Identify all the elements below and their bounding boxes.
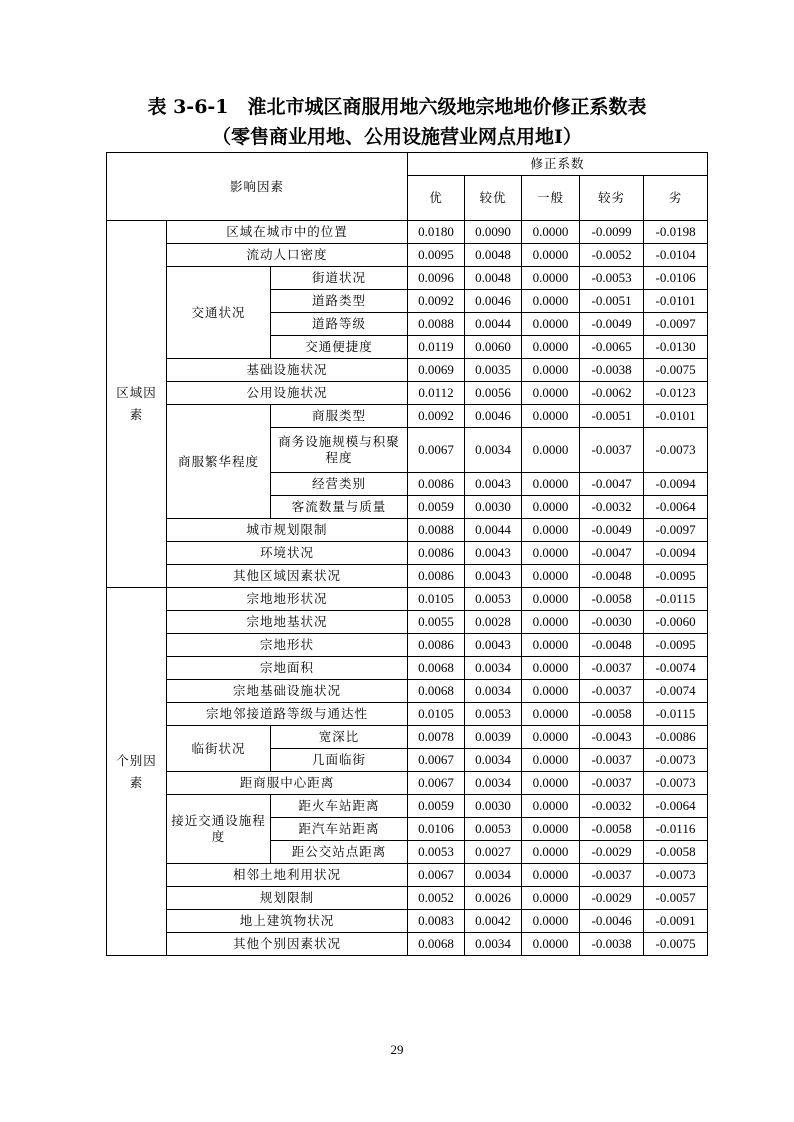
coefficient-value: 0.0028 xyxy=(465,611,522,634)
coefficient-value: 0.0078 xyxy=(408,726,465,749)
coefficient-value: 0.0000 xyxy=(522,336,580,359)
coefficient-value: 0.0000 xyxy=(522,267,580,290)
coefficient-value: 0.0000 xyxy=(522,473,580,496)
coefficient-value: 0.0090 xyxy=(465,221,522,244)
coefficient-value: -0.0073 xyxy=(644,864,708,887)
coefficient-value: 0.0000 xyxy=(522,703,580,726)
factor-label: 基础设施状况 xyxy=(167,359,408,382)
coefficient-value: 0.0034 xyxy=(465,680,522,703)
coefficient-value: -0.0037 xyxy=(580,657,644,680)
coefficient-value: 0.0042 xyxy=(465,910,522,933)
coefficient-value: 0.0000 xyxy=(522,818,580,841)
table-row xyxy=(107,565,708,588)
coefficient-value: -0.0029 xyxy=(580,887,644,910)
table-row xyxy=(107,588,708,611)
factor-label: 宗地面积 xyxy=(167,657,408,680)
coefficient-value: 0.0059 xyxy=(408,795,465,818)
coefficient-value: 0.0027 xyxy=(465,841,522,864)
coefficient-value: -0.0073 xyxy=(644,772,708,795)
table-row xyxy=(107,611,708,634)
coefficient-value: -0.0075 xyxy=(644,933,708,956)
factor-label: 地上建筑物状况 xyxy=(167,910,408,933)
factor-label: 宗地基础设施状况 xyxy=(167,680,408,703)
group-label: 个别因素 xyxy=(107,588,167,956)
table-row xyxy=(107,634,708,657)
group-label: 商服繁华程度 xyxy=(167,405,271,519)
coefficient-value: -0.0064 xyxy=(644,496,708,519)
coefficient-value: 0.0000 xyxy=(522,588,580,611)
factor-label: 公用设施状况 xyxy=(167,382,408,405)
coefficient-value: -0.0104 xyxy=(644,244,708,267)
coefficient-value: -0.0116 xyxy=(644,818,708,841)
coefficient-value: 0.0034 xyxy=(465,933,522,956)
coefficient-value: -0.0065 xyxy=(580,336,644,359)
coefficient-value: 0.0000 xyxy=(522,565,580,588)
factor-label: 其他区域因素状况 xyxy=(167,565,408,588)
coefficient-value: 0.0034 xyxy=(465,772,522,795)
coefficient-value: 0.0000 xyxy=(522,749,580,772)
coefficient-value: -0.0049 xyxy=(580,519,644,542)
factor-label: 商服类型 xyxy=(271,405,408,428)
coefficient-value: 0.0088 xyxy=(408,313,465,336)
coefficient-value: 0.0046 xyxy=(465,405,522,428)
coefficient-value: -0.0099 xyxy=(580,221,644,244)
coefficient-value: -0.0095 xyxy=(644,565,708,588)
coefficient-value: -0.0038 xyxy=(580,359,644,382)
coefficient-value: 0.0043 xyxy=(465,473,522,496)
table-row xyxy=(107,680,708,703)
factor-label: 宗地形状 xyxy=(167,634,408,657)
coefficient-value: 0.0034 xyxy=(465,428,522,473)
coefficient-value: 0.0060 xyxy=(465,336,522,359)
coefficient-value: 0.0086 xyxy=(408,565,465,588)
coefficient-value: -0.0058 xyxy=(580,588,644,611)
table-row xyxy=(107,933,708,956)
coefficient-value: 0.0000 xyxy=(522,634,580,657)
coefficient-value: 0.0035 xyxy=(465,359,522,382)
coefficient-value: -0.0048 xyxy=(580,634,644,657)
coefficient-value: 0.0000 xyxy=(522,542,580,565)
header-coefficient: 修正系数 xyxy=(408,153,708,176)
factor-label: 交通便捷度 xyxy=(271,336,408,359)
table-row xyxy=(107,703,708,726)
coefficient-value: 0.0026 xyxy=(465,887,522,910)
coefficient-value: 0.0000 xyxy=(522,313,580,336)
table-row xyxy=(107,657,708,680)
coefficient-value: 0.0086 xyxy=(408,634,465,657)
coefficient-value: 0.0069 xyxy=(408,359,465,382)
coefficient-value: 0.0000 xyxy=(522,933,580,956)
factor-label: 城市规划限制 xyxy=(167,519,408,542)
coefficient-value: -0.0053 xyxy=(580,267,644,290)
coefficient-value: 0.0092 xyxy=(408,290,465,313)
coefficient-value: 0.0000 xyxy=(522,680,580,703)
factor-label: 宽深比 xyxy=(271,726,408,749)
table-row xyxy=(107,772,708,795)
coefficient-value: 0.0043 xyxy=(465,634,522,657)
coefficient-value: 0.0067 xyxy=(408,749,465,772)
factor-label: 宗地地形状况 xyxy=(167,588,408,611)
factor-label: 距公交站点距离 xyxy=(271,841,408,864)
factor-label: 规划限制 xyxy=(167,887,408,910)
coefficient-value: 0.0053 xyxy=(465,588,522,611)
coefficient-value: 0.0096 xyxy=(408,267,465,290)
coefficient-value: -0.0051 xyxy=(580,405,644,428)
coefficient-value: 0.0053 xyxy=(465,703,522,726)
header-factor: 影响因素 xyxy=(107,153,408,221)
coefficient-value: -0.0074 xyxy=(644,657,708,680)
coefficient-value: -0.0094 xyxy=(644,473,708,496)
factor-label: 经营类别 xyxy=(271,473,408,496)
coefficient-value: -0.0073 xyxy=(644,428,708,473)
coefficient-value: -0.0038 xyxy=(580,933,644,956)
coefficient-value: 0.0000 xyxy=(522,910,580,933)
factor-label: 距汽车站距离 xyxy=(271,818,408,841)
coefficient-value: 0.0068 xyxy=(408,933,465,956)
factor-label: 商务设施规模与积聚程度 xyxy=(271,428,408,473)
coefficient-value: 0.0034 xyxy=(465,864,522,887)
coefficient-value: 0.0106 xyxy=(408,818,465,841)
coefficient-value: 0.0044 xyxy=(465,519,522,542)
table-row xyxy=(107,795,708,818)
table-row xyxy=(107,267,708,290)
header-grade: 一般 xyxy=(522,176,580,221)
factor-label: 几面临街 xyxy=(271,749,408,772)
table-row xyxy=(107,405,708,428)
coefficient-value: 0.0056 xyxy=(465,382,522,405)
coefficient-value: -0.0058 xyxy=(644,841,708,864)
header-grade: 优 xyxy=(408,176,465,221)
table-subtitle: （零售商业用地、公用设施营业网点用地I） xyxy=(212,126,582,148)
coefficient-value: -0.0058 xyxy=(580,703,644,726)
header-grade: 劣 xyxy=(644,176,708,221)
coefficient-value: 0.0119 xyxy=(408,336,465,359)
coefficient-value: 0.0068 xyxy=(408,657,465,680)
coefficient-value: -0.0030 xyxy=(580,611,644,634)
factor-label: 客流数量与质量 xyxy=(271,496,408,519)
coefficient-value: -0.0048 xyxy=(580,565,644,588)
coefficient-value: 0.0000 xyxy=(522,772,580,795)
coefficient-value: -0.0037 xyxy=(580,749,644,772)
group-label: 交通状况 xyxy=(167,267,271,359)
coefficient-value: 0.0000 xyxy=(522,244,580,267)
factor-label: 宗地地基状况 xyxy=(167,611,408,634)
coefficient-value: 0.0086 xyxy=(408,542,465,565)
coefficient-value: 0.0086 xyxy=(408,473,465,496)
coefficient-value: 0.0180 xyxy=(408,221,465,244)
coefficient-value: -0.0043 xyxy=(580,726,644,749)
coefficient-value: 0.0059 xyxy=(408,496,465,519)
table-row xyxy=(107,726,708,749)
coefficient-value: -0.0101 xyxy=(644,290,708,313)
coefficient-value: -0.0037 xyxy=(580,428,644,473)
coefficient-value: -0.0097 xyxy=(644,519,708,542)
table-row xyxy=(107,864,708,887)
coefficient-value: 0.0048 xyxy=(465,244,522,267)
factor-label: 相邻土地利用状况 xyxy=(167,864,408,887)
table-title: 表 3-6-1 淮北市城区商服用地六级地宗地地价修正系数表 xyxy=(147,96,647,118)
coefficient-value: -0.0047 xyxy=(580,542,644,565)
coefficient-value: -0.0073 xyxy=(644,749,708,772)
coefficient-value: 0.0067 xyxy=(408,772,465,795)
coefficient-value: 0.0000 xyxy=(522,221,580,244)
coefficient-value: -0.0101 xyxy=(644,405,708,428)
coefficient-value: 0.0083 xyxy=(408,910,465,933)
coefficient-value: 0.0000 xyxy=(522,290,580,313)
coefficient-value: 0.0000 xyxy=(522,611,580,634)
coefficient-value: -0.0198 xyxy=(644,221,708,244)
factor-label: 环境状况 xyxy=(167,542,408,565)
coefficient-value: -0.0106 xyxy=(644,267,708,290)
group-label: 临街状况 xyxy=(167,726,271,772)
coefficient-value: 0.0030 xyxy=(465,496,522,519)
coefficient-value: -0.0032 xyxy=(580,496,644,519)
table-row xyxy=(107,221,708,244)
coefficient-value: 0.0000 xyxy=(522,359,580,382)
coefficient-value: 0.0000 xyxy=(522,496,580,519)
coefficient-value: 0.0067 xyxy=(408,428,465,473)
factor-label: 距商服中心距离 xyxy=(167,772,408,795)
coefficient-value: -0.0097 xyxy=(644,313,708,336)
coefficient-value: 0.0000 xyxy=(522,887,580,910)
table-row xyxy=(107,542,708,565)
coefficient-value: 0.0046 xyxy=(465,290,522,313)
coefficient-value: 0.0000 xyxy=(522,657,580,680)
table-row xyxy=(107,382,708,405)
coefficient-value: 0.0055 xyxy=(408,611,465,634)
factor-label: 道路类型 xyxy=(271,290,408,313)
factor-label: 流动人口密度 xyxy=(167,244,408,267)
coefficient-value: -0.0032 xyxy=(580,795,644,818)
coefficient-value: 0.0048 xyxy=(465,267,522,290)
factor-label: 道路等级 xyxy=(271,313,408,336)
coefficient-value: -0.0091 xyxy=(644,910,708,933)
coefficient-value: -0.0130 xyxy=(644,336,708,359)
table-row xyxy=(107,359,708,382)
coefficient-value: 0.0034 xyxy=(465,749,522,772)
coefficient-value: -0.0052 xyxy=(580,244,644,267)
coefficient-value: -0.0115 xyxy=(644,588,708,611)
coefficient-value: -0.0047 xyxy=(580,473,644,496)
coefficient-value: 0.0053 xyxy=(465,818,522,841)
coefficient-value: -0.0115 xyxy=(644,703,708,726)
header-grade: 较劣 xyxy=(580,176,644,221)
coefficient-value: -0.0060 xyxy=(644,611,708,634)
coefficient-value: 0.0000 xyxy=(522,382,580,405)
coefficient-value: -0.0057 xyxy=(644,887,708,910)
coefficient-value: 0.0052 xyxy=(408,887,465,910)
page-number: 29 xyxy=(390,1042,404,1057)
coefficient-value: -0.0029 xyxy=(580,841,644,864)
coefficient-value: 0.0034 xyxy=(465,657,522,680)
correction-coefficient-table xyxy=(106,152,708,956)
coefficient-value: 0.0088 xyxy=(408,519,465,542)
coefficient-value: 0.0039 xyxy=(465,726,522,749)
coefficient-value: 0.0105 xyxy=(408,588,465,611)
coefficient-value: -0.0046 xyxy=(580,910,644,933)
coefficient-value: 0.0000 xyxy=(522,726,580,749)
coefficient-value: 0.0067 xyxy=(408,864,465,887)
coefficient-value: 0.0112 xyxy=(408,382,465,405)
coefficient-value: 0.0092 xyxy=(408,405,465,428)
coefficient-value: 0.0000 xyxy=(522,428,580,473)
table-row xyxy=(107,519,708,542)
coefficient-value: 0.0043 xyxy=(465,565,522,588)
coefficient-value: 0.0068 xyxy=(408,680,465,703)
table-row xyxy=(107,910,708,933)
coefficient-value: -0.0094 xyxy=(644,542,708,565)
coefficient-value: -0.0062 xyxy=(580,382,644,405)
coefficient-value: 0.0000 xyxy=(522,864,580,887)
coefficient-value: 0.0000 xyxy=(522,795,580,818)
coefficient-value: -0.0075 xyxy=(644,359,708,382)
coefficient-value: -0.0037 xyxy=(580,772,644,795)
group-label: 接近交通设施程度 xyxy=(167,795,271,864)
coefficient-value: 0.0000 xyxy=(522,519,580,542)
factor-label: 街道状况 xyxy=(271,267,408,290)
coefficient-value: -0.0051 xyxy=(580,290,644,313)
coefficient-value: 0.0053 xyxy=(408,841,465,864)
coefficient-value: -0.0095 xyxy=(644,634,708,657)
factor-label: 距火车站距离 xyxy=(271,795,408,818)
coefficient-value: 0.0043 xyxy=(465,542,522,565)
coefficient-value: -0.0058 xyxy=(580,818,644,841)
coefficient-value: -0.0074 xyxy=(644,680,708,703)
coefficient-value: 0.0095 xyxy=(408,244,465,267)
coefficient-value: 0.0105 xyxy=(408,703,465,726)
factor-label: 区域在城市中的位置 xyxy=(167,221,408,244)
table-row xyxy=(107,244,708,267)
factor-label: 宗地邻接道路等级与通达性 xyxy=(167,703,408,726)
coefficient-value: 0.0044 xyxy=(465,313,522,336)
table-row xyxy=(107,887,708,910)
coefficient-value: 0.0000 xyxy=(522,841,580,864)
coefficient-value: 0.0030 xyxy=(465,795,522,818)
group-label: 区域因素 xyxy=(107,221,167,588)
coefficient-value: -0.0037 xyxy=(580,864,644,887)
coefficient-value: -0.0086 xyxy=(644,726,708,749)
header-grade: 较优 xyxy=(465,176,522,221)
factor-label: 其他个别因素状况 xyxy=(167,933,408,956)
coefficient-value: -0.0064 xyxy=(644,795,708,818)
coefficient-value: -0.0123 xyxy=(644,382,708,405)
coefficient-value: -0.0037 xyxy=(580,680,644,703)
header-row xyxy=(107,153,708,176)
coefficient-value: -0.0049 xyxy=(580,313,644,336)
coefficient-value: 0.0000 xyxy=(522,405,580,428)
